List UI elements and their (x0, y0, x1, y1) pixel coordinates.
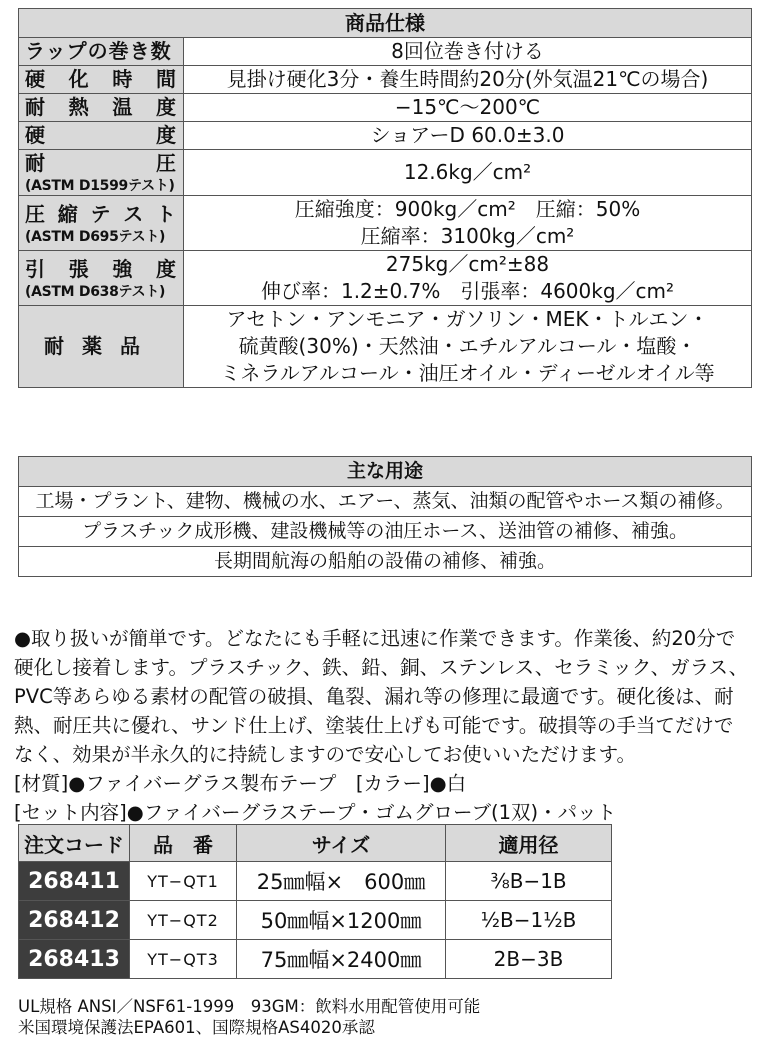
spec-label: 耐薬品 (44, 334, 158, 358)
spec-value: 275kg／cm²±88 伸び率：1.2±0.7% 引張率：4600kg／cm² (184, 251, 752, 306)
uses-item: 長期間航海の船舶の設備の補修、補強。 (19, 547, 752, 577)
spec-row (19, 251, 752, 306)
spec-label-sub: (ASTM D695テスト) (25, 228, 166, 245)
spec-value: 見掛け硬化3分・養生時間約20分(外気温21℃の場合) (184, 66, 752, 94)
uses-table (18, 456, 752, 577)
spec-value: アセトン・アンモニア・ガソリン・MEK・トルエン・ 硫黄酸(30%)・天然油・エチルアルコール・塩酸・ ミネラルアルコール・油圧オイル・ディーゼルオイル等 (184, 306, 752, 388)
spec-value: 圧縮強度：900kg／cm² 圧縮：50% 圧縮率：3100kg／cm² (184, 196, 752, 251)
size: 50㎜幅×1200㎜ (237, 901, 446, 940)
order-code: 268411 (19, 862, 130, 901)
order-header-part: 品 番 (130, 825, 237, 862)
description-text: ●取り扱いが簡単です。どなたにも手軽に迅速に作業できます。作業後、約20分で硬化し接着します。プラスチック、鉄、鉛、銅、ステンレス、セラミック、ガラス、PVC等あらゆる素材の配管の破損、亀裂、漏れ等の修理に最適です。硬化後は、耐熱、耐圧共に優れ、サンド仕上げ、塗装仕上げも可能です。破損等の手当てだけでなく、効果が半永久的に持続しますので安心してお使いいただけます。 (14, 627, 749, 766)
size: 25㎜幅× 600㎜ (237, 862, 446, 901)
part-number: YT−QT1 (130, 862, 237, 901)
order-header-fit: 適用径 (446, 825, 612, 862)
size: 75㎜幅×2400㎜ (237, 940, 446, 979)
order-code: 268412 (19, 901, 130, 940)
order-header-size: サイズ (237, 825, 446, 862)
uses-item: プラスチック成形機、建設機械等の油圧ホース、送油管の補修、補強。 (19, 517, 752, 547)
fit-diameter: ⅜B−1B (446, 862, 612, 901)
order-header-code: 注文コード (19, 825, 130, 862)
spec-label: ラップの巻き数 (25, 39, 172, 63)
spec-row (19, 94, 752, 122)
spec-label: 耐 熱 温 度 (25, 95, 177, 119)
material-line: [材質]●ファイバーグラス製布テープ [カラー]●白 (14, 772, 467, 795)
spec-value: ショアーD 60.0±3.0 (184, 122, 752, 150)
set-contents-line: [セット内容]●ファイバーグラステープ・ゴムグローブ(1双)・パット (14, 801, 617, 824)
order-table (18, 824, 612, 979)
part-number: YT−QT3 (130, 940, 237, 979)
spec-value: −15℃〜200℃ (184, 94, 752, 122)
table-row (19, 901, 612, 940)
uses-header: 主な用途 (19, 457, 752, 487)
spec-row (19, 196, 752, 251)
uses-item: 工場・プラント、建物、機械の水、エアー、蒸気、油類の配管やホース類の補修。 (19, 487, 752, 517)
notes (18, 996, 480, 1038)
part-number: YT−QT2 (130, 901, 237, 940)
note-line: 米国環境保護法EPA601、国際規格AS4020承認 (18, 1018, 375, 1037)
spec-row (19, 150, 752, 196)
table-row (19, 862, 612, 901)
spec-label: 硬 度 (25, 123, 177, 147)
spec-label-sub: (ASTM D1599テスト) (25, 178, 175, 194)
order-code: 268413 (19, 940, 130, 979)
fit-diameter: 2B−3B (446, 940, 612, 979)
spec-value: 8回位巻き付ける (184, 38, 752, 66)
spec-label-sub: (ASTM D638テスト) (25, 283, 166, 300)
note-line: UL規格 ANSI／NSF61-1999 93GM：飲料水用配管使用可能 (18, 997, 481, 1016)
spec-label: 圧 縮 テ ス ト (25, 201, 177, 226)
spec-label: 耐 圧 (25, 151, 177, 175)
spec-table (18, 8, 752, 388)
spec-row (19, 306, 752, 388)
table-row (19, 940, 612, 979)
spec-header: 商品仕様 (19, 9, 752, 38)
description (14, 624, 750, 827)
fit-diameter: ½B−1½B (446, 901, 612, 940)
spec-label: 硬 化 時 間 (25, 67, 177, 91)
spec-value: 12.6kg／cm² (184, 150, 752, 196)
spec-row (19, 38, 752, 66)
spec-label: 引 張 強 度 (25, 256, 177, 281)
spec-row (19, 66, 752, 94)
spec-row (19, 122, 752, 150)
